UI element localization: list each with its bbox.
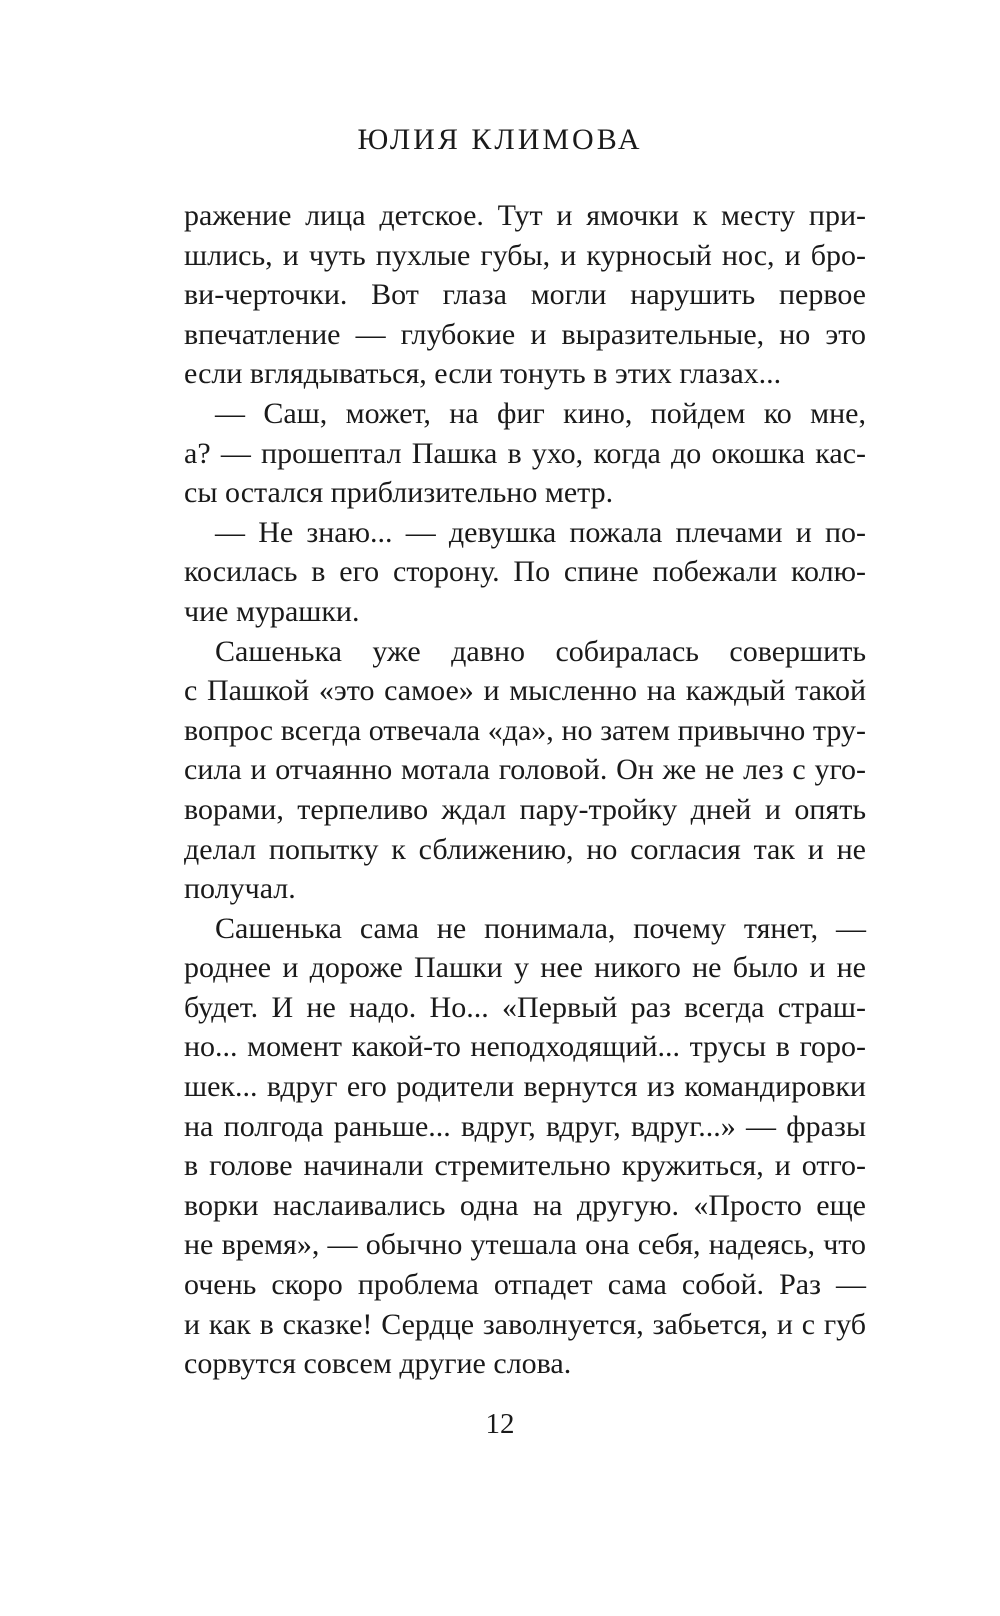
text-line: и как в сказке! Сердце заволнуется, забьется, и с губ xyxy=(184,1307,866,1341)
text-line: чие мурашки. xyxy=(184,594,360,628)
text-line: очень скоро проблема отпадет сама собой. Раз — xyxy=(184,1268,866,1302)
text-line: Сашенька сама не понимала, почему тянет, — xyxy=(215,911,866,945)
running-header-author: ЮЛИЯ КЛИМОВА xyxy=(357,123,643,156)
text-line: сорвутся совсем другие слова. xyxy=(184,1347,572,1381)
text-line: косилась в его сторону. По спине побежали колю- xyxy=(184,555,866,589)
text-line: — Саш, может, на фиг кино, пойдем ко мне, xyxy=(215,396,866,430)
text-line: ражение лица детское. Тут и ямочки к месту при- xyxy=(184,199,866,232)
text-line: если вглядываться, если тонуть в этих глазах... xyxy=(184,357,782,391)
text-line: ворки наслаивались одна на другую. «Просто еще xyxy=(184,1188,866,1222)
text-line: роднее и дороже Пашки у нее никого не было и не xyxy=(184,951,866,985)
text-line: с Пашкой «это самое» и мысленно на каждый такой xyxy=(184,674,866,708)
text-line: будет. И не надо. Но... «Первый раз всегда страш- xyxy=(184,990,866,1024)
text-line: Сашенька уже давно собиралась совершить xyxy=(215,634,866,668)
text-line: но... момент какой-то неподходящий... трусы в горо- xyxy=(184,1030,866,1064)
text-line: впечатление — глубокие и выразительные, но это xyxy=(184,317,866,351)
text-line: получал. xyxy=(184,872,296,906)
text-line: сила и отчаянно мотала головой. Он же не лез с уго- xyxy=(184,753,866,787)
text-line: не время», — обычно утешала она себя, надеясь, что xyxy=(184,1228,866,1262)
page-number: 12 xyxy=(485,1408,515,1440)
text-line: шлись, и чуть пухлые губы, и курносый нос, и бро- xyxy=(184,238,866,272)
text-line: ворами, терпеливо ждал пару-тройку дней и опять xyxy=(184,792,866,826)
text-line: в голове начинали стремительно кружиться, и отго- xyxy=(184,1149,866,1183)
text-line: вопрос всегда отвечала «да», но затем привычно тру- xyxy=(184,713,866,747)
text-line: делал попытку к сближению, но согласия так и не xyxy=(184,832,866,866)
text-line: сы остался приблизительно метр. xyxy=(184,476,614,510)
text-line: а? — прошептал Пашка в ухо, когда до окошка кас- xyxy=(184,436,866,470)
text-line: — Не знаю... — девушка пожала плечами и по- xyxy=(215,515,866,549)
text-line: ви-черточки. Вот глаза могли нарушить первое xyxy=(184,278,866,312)
text-line: на полгода раньше... вдруг, вдруг, вдруг...» — фразы xyxy=(184,1109,866,1143)
text-line: шек... вдруг его родители вернутся из командировки xyxy=(184,1070,866,1104)
body-text xyxy=(184,196,866,1384)
